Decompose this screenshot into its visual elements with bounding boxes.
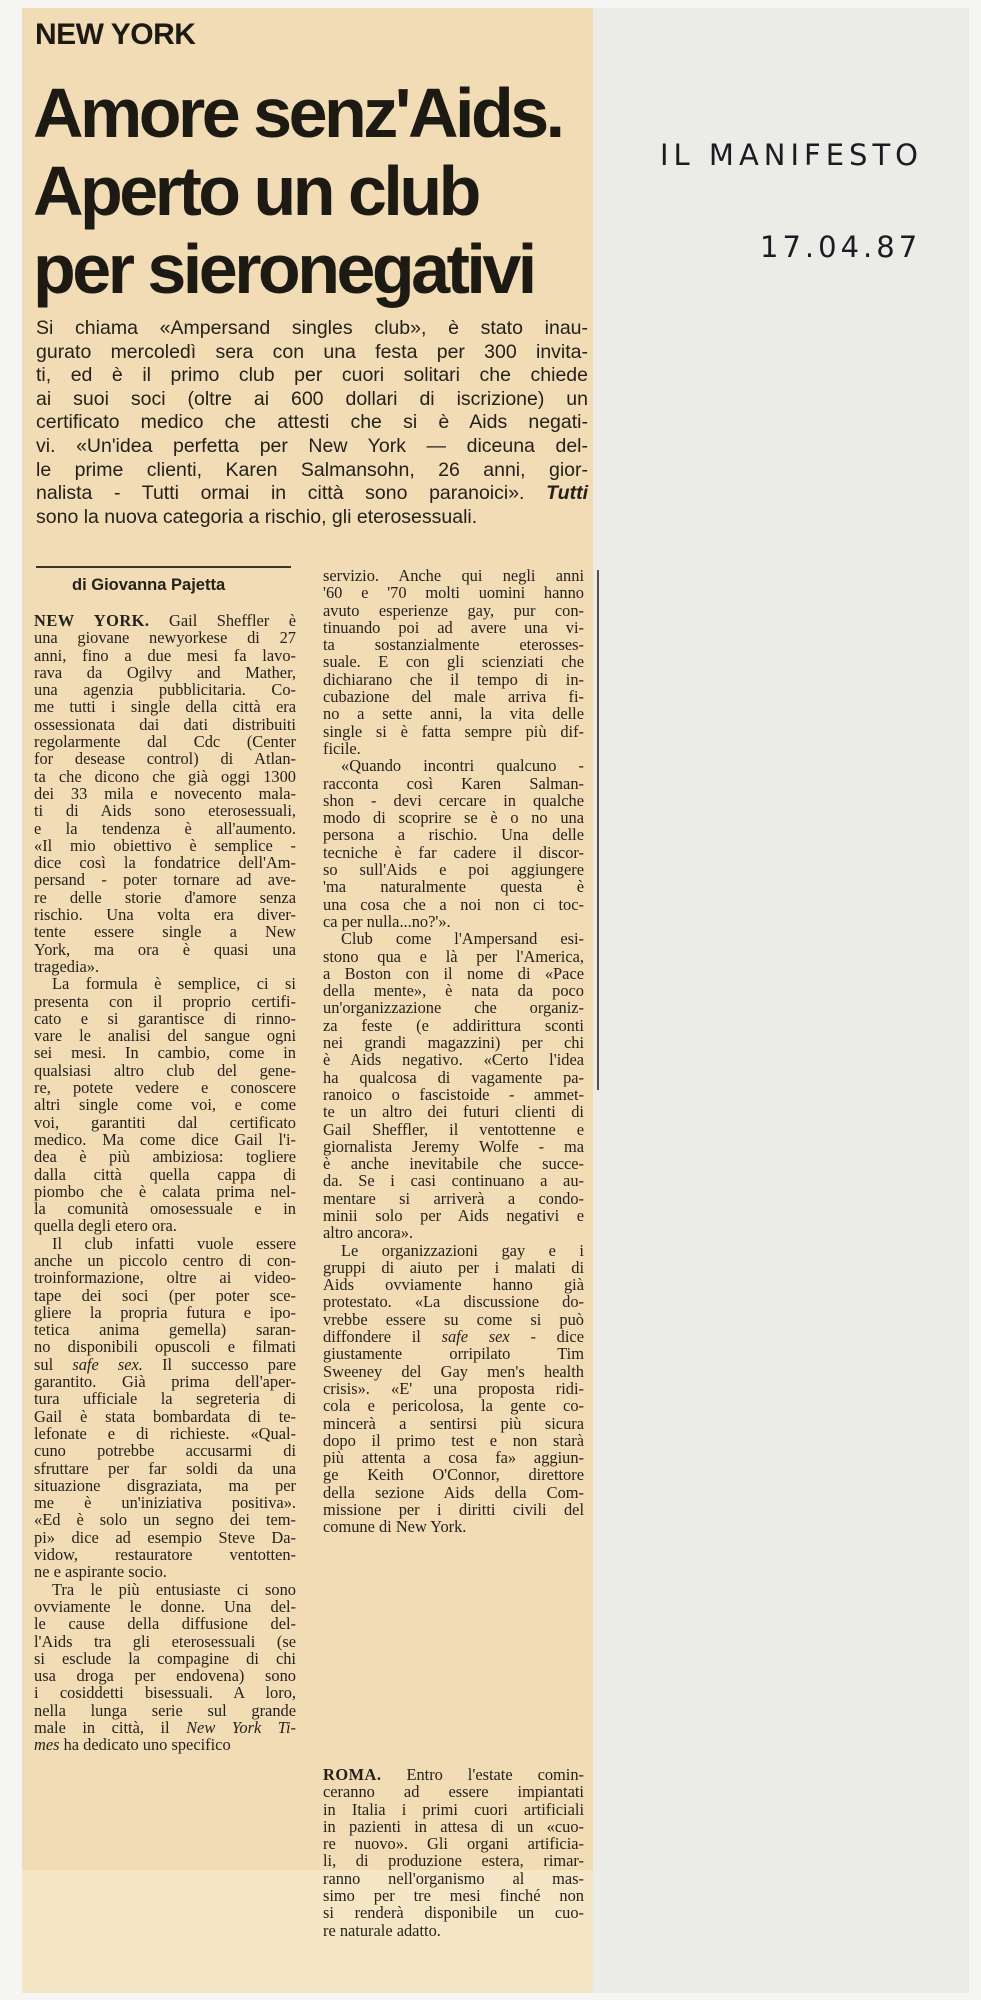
column-line: piombo che è calata prima nel- [34, 1181, 296, 1201]
headline-line: Aperto un club [33, 152, 478, 230]
column-line: ta sostanzialmente eterosses- [323, 635, 584, 655]
lead-line [36, 482, 588, 506]
column-line: lefonate e di richieste. «Qual- [34, 1423, 296, 1443]
column-line: Tra le più entusiaste ci sono [52, 1579, 296, 1599]
column-line: quella degli etero ora. [34, 1216, 177, 1236]
lead-line: gurato mercoledì sera con una festa per 300 invita- [36, 340, 588, 363]
column-line: ne e aspirante socio. [34, 1562, 167, 1582]
lead-line: ai suoi soci (oltre ai 600 dollari di iscrizione) un [36, 387, 588, 410]
dateline: ROMA. [323, 1765, 382, 1784]
column-line: ti di Aids sono eterosessuali, [34, 801, 296, 821]
column-line [323, 1328, 584, 1345]
column-line: dichiarano che il tempo di in- [323, 669, 584, 689]
column-line: persona a rischio. Una delle [323, 825, 584, 845]
column-line: cato e si garantisce di rinno- [34, 1008, 296, 1028]
headline-line: Amore senz'Aids. [33, 74, 562, 152]
column-line: anni, fino a due mesi fa lavo- [34, 645, 296, 665]
column-line: comune di New York. [323, 1517, 467, 1537]
column-line: simo per tre mesi finché non [323, 1886, 584, 1906]
column-line: della sezione Aids della Com- [323, 1482, 584, 1502]
column-line: vrebbe essere su come si può [323, 1309, 584, 1329]
lead-line: vi. «Un'idea perfetta per New York — diceuna del- [36, 434, 588, 457]
column-line: tetica anima gemella) saran- [34, 1320, 296, 1340]
column-line: e la tendenza è all'aumento. [34, 818, 296, 838]
handwritten-date: 17.04.87 [760, 230, 922, 264]
column-line: La formula è semplice, ci si [52, 974, 296, 994]
italic-term: safe sex. [72, 1354, 143, 1374]
column-line: Gail Sheffler, il ventottenne e [323, 1119, 584, 1139]
column-line: Il club infatti vuole essere [52, 1233, 296, 1253]
line-text: Il successo pare [162, 1354, 296, 1374]
column-line: minii solo per Aids negativi e [323, 1205, 584, 1225]
column-line: Aids ovviamente hanno già [323, 1275, 584, 1295]
body-column-1 [34, 612, 296, 1754]
column-line: ranno nell'organismo al mas- [323, 1868, 584, 1888]
column-line: garantito. Già prima dell'aper- [34, 1372, 296, 1392]
column-line: za feste (e addirittura sconti [323, 1015, 584, 1035]
lead-emphasis: Tutti [546, 482, 589, 505]
column-line: tente essere single a New [34, 922, 296, 942]
column-line: anche un piccolo centro di con- [34, 1250, 296, 1270]
roma-brief [323, 1766, 584, 1939]
column-line: sfruttare per far soldi da una [34, 1458, 296, 1478]
column-line: stono qua e là per l'America, [323, 946, 584, 966]
column-line [34, 1719, 296, 1736]
column-line: a Boston con il nome di «Pace [323, 963, 584, 983]
column-line: re naturale adatto. [323, 1920, 441, 1940]
column-line: ha qualcosa di vagamente pa- [323, 1067, 584, 1087]
column-line: tape dei soci (per poter sce- [34, 1285, 296, 1305]
column-line: da. Se i casi continuano a au- [323, 1171, 584, 1191]
column-line: dalla città quella cappa di [34, 1164, 296, 1184]
column-line [34, 612, 296, 629]
column-line: ficile. [323, 738, 361, 758]
lead-line: ti, ed è il primo club per cuori solitari che chiede [36, 364, 588, 387]
column-line: rava da Ogilvy and Mather, [34, 662, 296, 682]
column-line: situazione disgraziata, ma per [34, 1475, 296, 1495]
column-line: te un altro dei futuri clienti di [323, 1102, 584, 1122]
column-line: servizio. Anche qui negli anni [323, 566, 584, 585]
column-line: pi» dice ad esempio Steve Da- [34, 1527, 296, 1547]
column-line: cubazione del male arriva fi- [323, 687, 584, 707]
column-line: re delle storie d'amore senza [34, 887, 296, 907]
column-line: ta che dicono che già oggi 1300 [34, 766, 296, 786]
line-text: male in città, il [34, 1718, 170, 1737]
column-line: troinformazione, oltre ai video- [34, 1268, 296, 1288]
line-text: sul [34, 1354, 54, 1374]
column-line: della mente», è nata da poco [323, 981, 584, 1001]
column-line: no disponibili opuscoli e filmati [34, 1337, 296, 1357]
article-headline [33, 74, 593, 308]
column-line: nei grandi magazzini) per chi [323, 1033, 584, 1053]
column-line: nella lunga serie sul grande [34, 1700, 296, 1720]
column-line: tecniche è far cadere il discor- [323, 842, 584, 862]
column-line: suale. E con gli scienziati che [323, 652, 584, 672]
line-text: ha dedicato uno specifico [63, 1735, 231, 1755]
column-line [323, 1766, 584, 1783]
column-line: usa droga per endovena) sono [34, 1666, 296, 1686]
column-line: for desease control) di Atlan- [34, 749, 296, 769]
column-line: cuno potrebbe accusarmi di [34, 1441, 296, 1461]
line-text: Gail Sheffler è [169, 611, 297, 630]
column-line: la comunità omosessuale e in [34, 1199, 296, 1219]
column-line: l'Aids tra gli eterosessuali (se [34, 1631, 296, 1651]
column-line: regolarmente dal Cdc (Center [34, 732, 296, 752]
column-line [34, 1736, 296, 1753]
column-line: i cosiddetti bisessuali. A loro, [34, 1683, 296, 1703]
column-line: rischio. Una volta era diver- [34, 905, 296, 925]
column-line: persand - poter tornare ad ave- [34, 870, 296, 890]
column-line: racconta così Karen Salman- [323, 773, 584, 793]
column-line: dea è più ambiziosa: togliere [34, 1147, 296, 1167]
column-line: tragedia». [34, 956, 100, 976]
dateline: NEW YORK. [34, 611, 150, 630]
italic-term: mes [34, 1735, 60, 1755]
column-line: vidow, restauratore ventotten- [34, 1545, 296, 1565]
column-line: shon - devi cercare in qualche [323, 790, 584, 810]
column-line: altri single come voi, e come [34, 1095, 296, 1115]
byline-rule [36, 566, 291, 568]
italic-term: safe sex [441, 1327, 510, 1347]
column-line: si esclude la compagine di chi [34, 1648, 296, 1668]
line-text: Entro l'estate comin- [406, 1765, 584, 1784]
column-line: mentare si arriverà a condo- [323, 1188, 584, 1208]
column-line: è anche inevitabile che succe- [323, 1154, 584, 1174]
column-line: sei mesi. In cambio, come in [34, 1043, 296, 1063]
column-line: in pazienti in attesa di un «cuo- [323, 1816, 584, 1836]
column-line: una giovane newyorkese di 27 [34, 628, 296, 648]
column-line: single si è fatta sempre più dif- [323, 721, 584, 741]
column-line: ge Keith O'Connor, direttore [323, 1465, 584, 1485]
headline-line: per sieronegativi [33, 230, 534, 308]
column-line: un'organizzazione che organiz- [323, 998, 584, 1018]
column-line: avuto esperienze gay, pur con- [323, 600, 584, 620]
column-line: le cause della diffusione del- [34, 1614, 296, 1634]
column-line: me tutti i single della città era [34, 697, 296, 717]
column-line: ca per nulla...no?'». [323, 911, 451, 931]
handwritten-newspaper-name: IL MANIFESTO [660, 138, 923, 172]
column-line: 'ma naturalmente questa è [323, 877, 584, 897]
column-line: so sull'Aids e poi aggiungere [323, 860, 584, 880]
column-line: Sweeney del Gay men's health [323, 1361, 584, 1381]
column-line: ceranno ad essere impiantati [323, 1782, 584, 1802]
column-line: mincerà a sentirsi più sicura [323, 1413, 584, 1433]
byline: di Giovanna Pajetta [72, 576, 226, 594]
column-line: me è un'iniziativa positiva». [34, 1493, 296, 1513]
lead-line: sono la nuova categoria a rischio, gli eterosessuali. [36, 505, 478, 528]
column-line: dopo il primo test e non starà [323, 1430, 584, 1450]
column-line: medico. Ma come dice Gail l'i- [34, 1129, 296, 1149]
column-line: più attenta a cosa fa» aggiun- [323, 1448, 584, 1468]
paper-sheet [593, 8, 969, 1993]
column-line: modo di scoprire se è o no una [323, 808, 584, 828]
column-line: crisis». «E' una proposta ridi- [323, 1378, 584, 1398]
column-line: ossessionata dai dati distribuiti [34, 714, 296, 734]
lead-line: Si chiama «Ampersand singles club», è stato inau- [36, 317, 588, 339]
column-line: una cosa che a noi non ci toc- [323, 894, 584, 914]
column-line: tura ufficiale la segreteria di [34, 1389, 296, 1409]
column-line: gliere la propria futura e ipo- [34, 1302, 296, 1322]
column-line: dice così la fondatrice dell'Am- [34, 853, 296, 873]
lead-text: nalista - Tutti ormai in città sono paranoici». [36, 482, 525, 505]
column-line: si renderà disponibile un cuo- [323, 1903, 584, 1923]
column-line: Le organizzazioni gay e i [341, 1240, 584, 1260]
italic-term: New York Ti- [186, 1718, 296, 1737]
column-line: no a sette anni, la vita delle [323, 704, 584, 724]
column-line: ovviamente le donne. Una del- [34, 1596, 296, 1616]
column-line: altro ancora». [323, 1223, 414, 1243]
column-line: «Quando incontri qualcuno - [341, 756, 584, 776]
column-line: Club come l'Ampersand esi- [341, 929, 584, 949]
column-line: re nuovo». Gli organi artificia- [323, 1834, 584, 1854]
column-line: li, di produzione estera, rimar- [323, 1851, 584, 1871]
column-line: missione per i diritti civili del [323, 1500, 584, 1520]
column-line [34, 1356, 296, 1373]
lead-line: le prime clienti, Karen Salmansohn, 26 anni, gior- [36, 458, 588, 481]
article-lead [36, 317, 588, 529]
column-line: re, potete vedere e conoscere [34, 1078, 296, 1098]
column-divider [597, 570, 599, 1090]
column-line: tinuando poi ad avere una vi- [323, 617, 584, 637]
column-line: ranoico o fascistoide - ammet- [323, 1084, 584, 1104]
column-line: è Aids negativo. «Certo l'idea [323, 1050, 584, 1070]
column-line: «Ed è solo un segno dei tem- [34, 1510, 296, 1530]
column-line: '60 e '70 molti uomini hanno [323, 583, 584, 603]
article-kicker: NEW YORK [35, 18, 196, 51]
column-line: giustamente orripilato Tim [323, 1344, 584, 1364]
column-line: protestato. «La discussione do- [323, 1292, 584, 1312]
column-line: qualsiasi altro club del gene- [34, 1060, 296, 1080]
column-line: «Il mio obiettivo è semplice - [34, 835, 296, 855]
column-line: presenta con il proprio certifi- [34, 991, 296, 1011]
column-line: una agenzia pubblicitaria. Co- [34, 680, 296, 700]
column-line: voi, garantiti dal certificato [34, 1112, 296, 1132]
column-line: Gail è stata bombardata di te- [34, 1406, 296, 1426]
lead-line: certificato medico che attesti che si è Aids negati- [36, 411, 588, 434]
line-text: diffondere il [323, 1327, 421, 1347]
column-line: in Italia i primi cuori artificiali [323, 1799, 584, 1819]
line-text: - dice [530, 1327, 584, 1347]
column-line: York, ma ora è quasi una [34, 939, 296, 959]
column-line: cola e pericolosa, la gente co- [323, 1396, 584, 1416]
column-line: giornalista Jeremy Wolfe - ma [323, 1136, 584, 1156]
body-column-2 [323, 567, 584, 1536]
column-line: gruppi di aiuto per i malati di [323, 1257, 584, 1277]
column-line: vare le analisi del sangue ogni [34, 1026, 296, 1046]
column-line: dei 33 mila e novecento mala- [34, 783, 296, 803]
